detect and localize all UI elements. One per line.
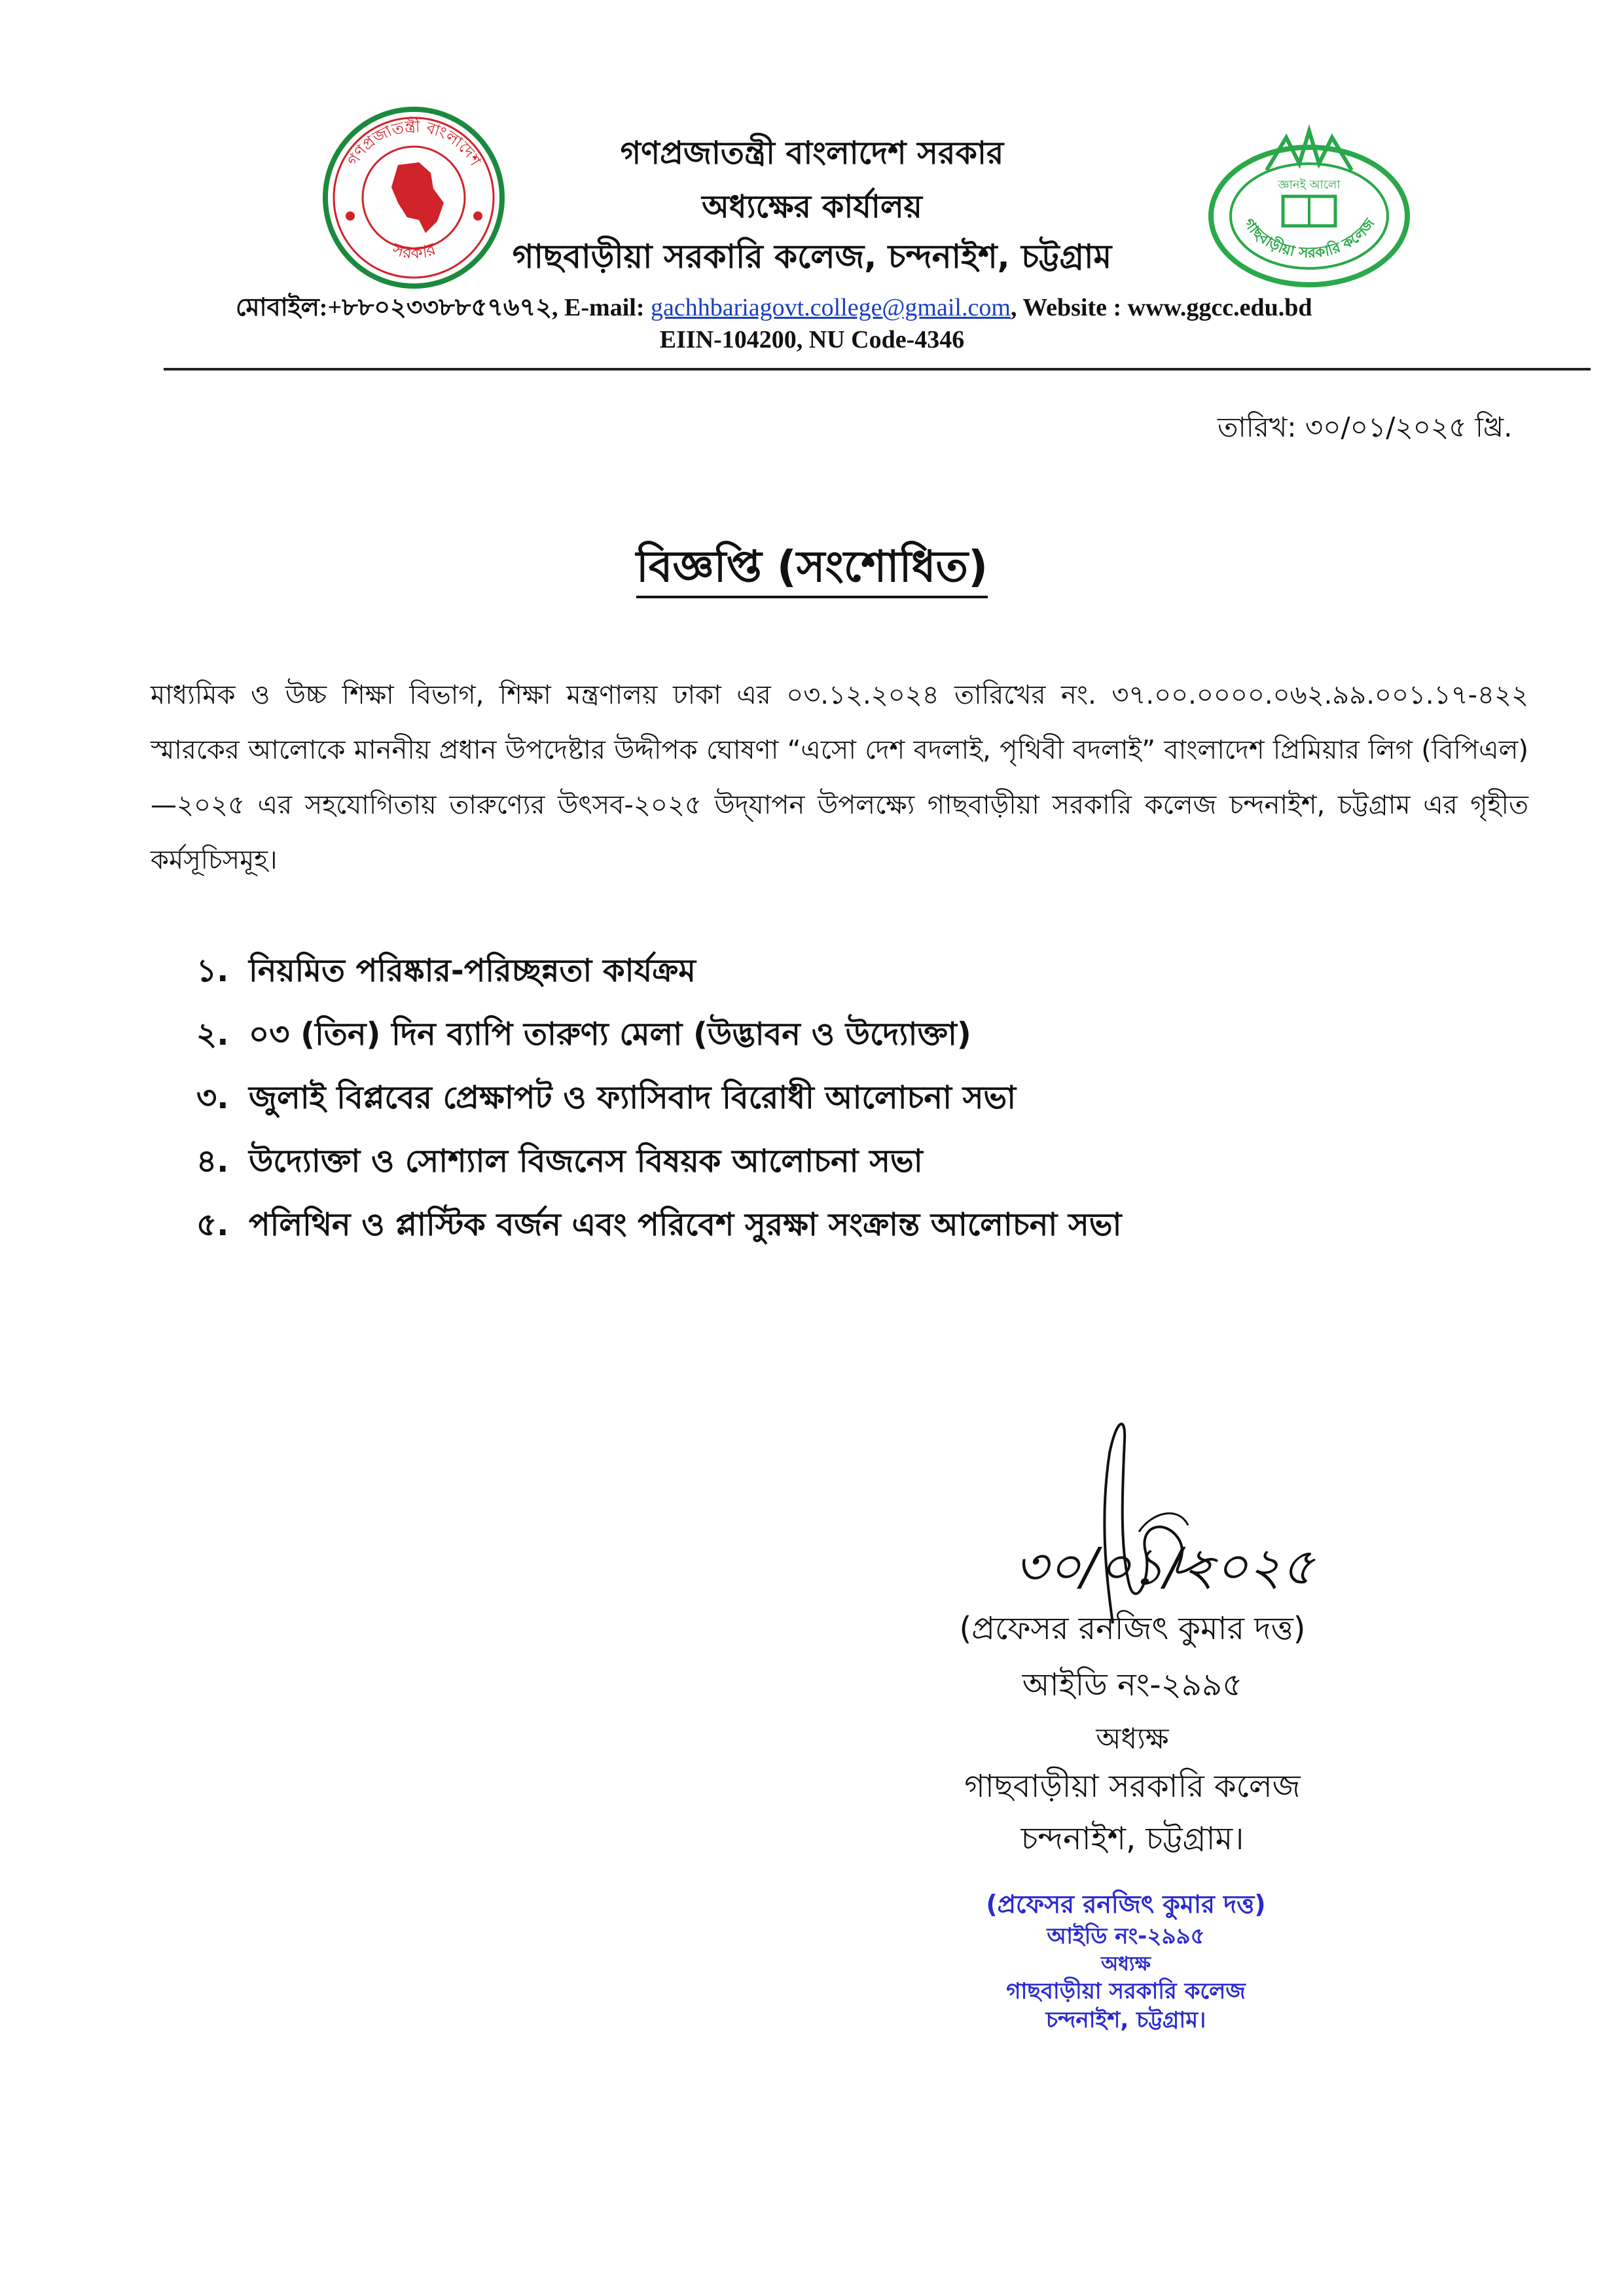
list-item (196, 1193, 1440, 1257)
list-item-text: নিয়মিত পরিষ্কার-পরিচ্ছন্নতা কার্যক্রম (249, 952, 696, 989)
list-item-text: জুলাই বিপ্লবের প্রেক্ষাপট ও ফ্যাসিবাদ বিরোধী আলোচনা সভা (249, 1079, 1017, 1116)
list-item-text: ০৩ (তিন) দিন ব্যাপি তারুণ্য মেলা (উদ্ভাবন ও উদ্যোক্তা) (249, 1016, 971, 1053)
website-text: , Website : www.ggcc.edu.bd (1010, 294, 1312, 321)
signatory-location: চন্দনাইশ, চট্টগ্রাম। (1020, 1820, 1244, 1857)
stamp-location: চন্দনাইশ, চট্টগ্রাম। (1045, 2007, 1206, 2033)
list-item-number: ৫. (196, 1206, 229, 1243)
list-item (196, 939, 1440, 1003)
notice-body: মাধ্যমিক ও উচ্চ শিক্ষা বিভাগ, শিক্ষা মন্ত্রণালয় ঢাকা এর ০৩.১২.২০২৪ তারিখের নং. ৩৭.০০.০০০০.০৬২.৯৯.০০১.১৭-৪২২ স্মারকের আলোকে মাননীয় প্রধান উপদেষ্টার উদ্দীপক ঘোষণা “এসো দেশ বদলাই, পৃথিবী বদলাই” বাংলাদেশ প্রিমিয়ার লিগ (বিপিএল)—২০২৫ এর সহযোগিতায় তারুণ্যের উৎসব-২০২৫ উদ্‌যাপন উপলক্ষ্যে গাছবাড়ীয়া সরকারি কলেজ চন্দনাইশ, চট্টগ্রাম এর গৃহীত কর্মসূচিসমূহ। (151, 680, 1528, 875)
notice-title (0, 533, 1624, 605)
header-government: গণপ্রজাতন্ত্রী বাংলাদেশ সরকার (620, 135, 1004, 172)
college-logo-motto: জ্ঞানই আলো (1278, 178, 1341, 192)
list-item-number: ৪. (196, 1143, 229, 1180)
header-college: গাছবাড়ীয়া সরকারি কলেজ, চন্দনাইশ, চট্টগ্রাম (512, 238, 1112, 276)
notice-title-text: বিজ্ঞপ্তি (সংশোধিত) (636, 541, 988, 598)
list-item-number: ২. (196, 1016, 229, 1053)
eiin-code: EIIN-104200, NU Code-4346 (659, 326, 965, 353)
college-logo-name: গাছবাড়ীয়া সরকারি কলেজ (1240, 215, 1379, 262)
header-office: অধ্যক্ষের কার্যালয় (702, 189, 922, 225)
emblem-top-text: গণপ্রজাতন্ত্রী বাংলাদেশ (343, 117, 485, 170)
stamp-designation: অধ্যক্ষ (1101, 1953, 1151, 1976)
signature-date-text: ৩০/০১/২০২৫ (1015, 1538, 1315, 1597)
signatory-college: গাছবাড়ীয়া সরকারি কলেজ (964, 1768, 1301, 1805)
list-item-number: ৩. (196, 1079, 229, 1116)
college-logo (1201, 124, 1417, 288)
notice-date: তারিখ: ৩০/০১/২০২৫ খ্রি. (1218, 411, 1513, 443)
stamp-id: আইডি নং-২৯৯৫ (1047, 1923, 1205, 1949)
mobile-number: মোবাইল:+৮৮০২৩৩৮৮৫৭৬৭২, (236, 294, 558, 321)
stamp-college: গাছবাড়ীয়া সরকারি কলেজ (1006, 1978, 1246, 2004)
contact-line (236, 288, 1312, 330)
list-item (196, 1066, 1440, 1130)
list-item (196, 1130, 1440, 1193)
email-label: E-mail: (564, 294, 645, 321)
email-link[interactable]: gachhbariagovt.college@gmail.com (650, 294, 1011, 321)
list-item-text: পলিথিন ও প্লাস্টিক বর্জন এবং পরিবেশ সুরক্ষা সংক্রান্ত আলোচনা সভা (249, 1206, 1122, 1243)
list-item (196, 1003, 1440, 1066)
signatory-designation: অধ্যক্ষ (1096, 1722, 1169, 1756)
stamp-name: (প্রফেসর রনজিৎ কুমার দত্ত) (986, 1890, 1266, 1919)
emblem-bottom-text: সরকার (389, 239, 439, 264)
signatory-name: (প্রফেসর রনজিৎ কুমার দত্ত) (959, 1610, 1306, 1647)
header-divider (164, 368, 1591, 370)
signatory-id: আইডি নং-২৯৯৫ (1022, 1667, 1243, 1703)
signature-date-handwriting (1008, 1535, 1329, 1607)
list-item-text: উদ্যোক্তা ও সোশ্যাল বিজনেস বিষয়ক আলোচনা সভা (249, 1143, 923, 1180)
list-item-number: ১. (196, 952, 229, 989)
signature-date (1008, 1535, 1329, 1607)
program-list (196, 939, 1440, 1257)
